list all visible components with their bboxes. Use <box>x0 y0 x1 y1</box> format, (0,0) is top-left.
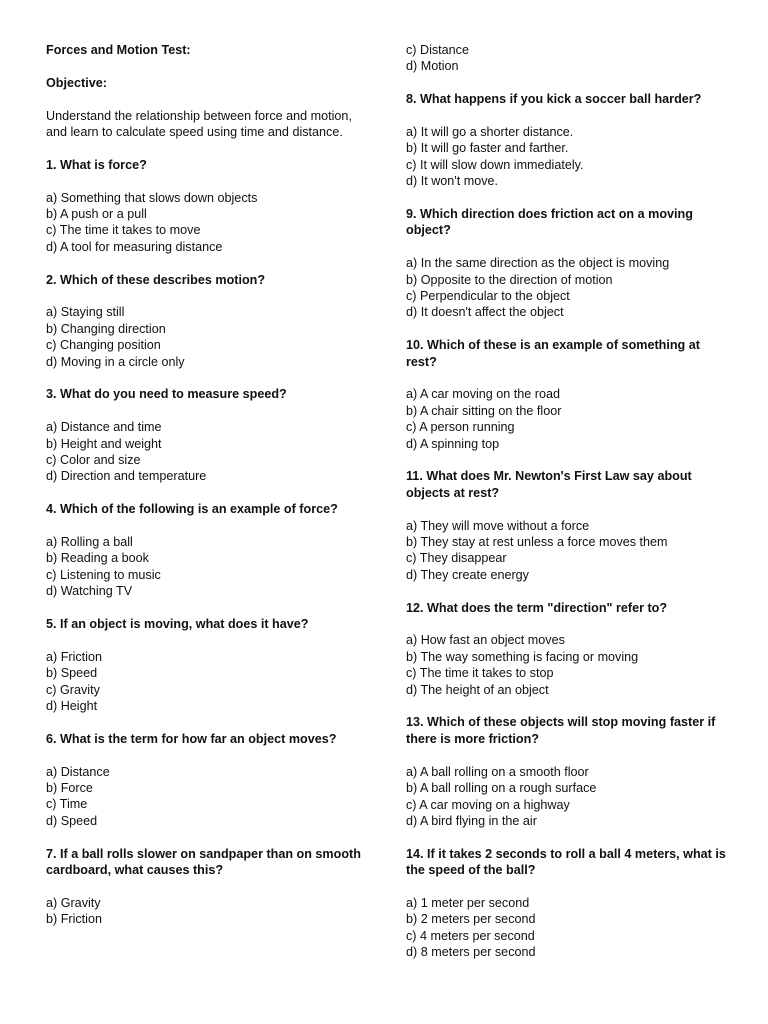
answer-option: b) It will go faster and farther. <box>406 141 569 156</box>
answer-option: b) 2 meters per second <box>406 912 536 927</box>
answer-option: c) Color and size <box>46 453 141 468</box>
answer-options <box>46 304 364 370</box>
answer-option: b) A ball rolling on a rough surface <box>406 781 597 796</box>
answer-options <box>46 764 364 830</box>
answer-option: a) Gravity <box>46 895 101 910</box>
question-block <box>46 731 364 829</box>
question-block <box>406 206 726 321</box>
question-block <box>406 337 726 452</box>
answer-option: d) A tool for measuring distance <box>46 239 223 254</box>
question-title: 6. What is the term for how far an object moves? <box>46 731 337 746</box>
question-title: 8. What happens if you kick a soccer ball harder? <box>406 92 702 107</box>
answer-option: a) Rolling a ball <box>46 535 133 550</box>
answer-option: d) 8 meters per second <box>406 945 536 960</box>
answer-option: b) A chair sitting on the floor <box>406 403 562 418</box>
answer-options-continued <box>406 42 726 75</box>
answer-options <box>46 895 364 928</box>
answer-option: d) It won't move. <box>406 174 498 189</box>
question-title: 4. Which of the following is an example of force? <box>46 502 338 517</box>
answer-options <box>46 534 364 600</box>
question-title: 11. What does Mr. Newton's First Law say about objects at rest? <box>406 469 692 500</box>
question-block <box>46 846 364 928</box>
question-block <box>406 468 726 583</box>
answer-option: a) Something that slows down objects <box>46 190 258 205</box>
question-block <box>46 386 364 484</box>
question-block <box>406 91 726 189</box>
left-column <box>46 42 364 928</box>
question-title: 3. What do you need to measure speed? <box>46 387 287 402</box>
answer-option: c) Changing position <box>46 338 161 353</box>
answer-options <box>406 764 726 830</box>
question-block <box>406 600 726 698</box>
answer-option: d) Speed <box>46 813 98 828</box>
answer-option: a) 1 meter per second <box>406 895 530 910</box>
answer-option: c) It will slow down immediately. <box>406 157 584 172</box>
answer-options <box>406 386 726 452</box>
question-block <box>46 157 364 255</box>
answer-options <box>46 419 364 485</box>
answer-option: b) Force <box>46 781 93 796</box>
answer-option: b) Opposite to the direction of motion <box>406 272 613 287</box>
question-block <box>46 501 364 599</box>
question-title: 10. Which of these is an example of something at rest? <box>406 338 700 369</box>
question-block <box>406 714 726 829</box>
answer-option: d) A spinning top <box>406 436 500 451</box>
answer-options <box>406 124 726 190</box>
answer-options <box>406 255 726 321</box>
answer-option: c) A person running <box>406 420 515 435</box>
answer-option: d) Direction and temperature <box>46 469 207 484</box>
answer-option: d) Motion <box>406 59 459 74</box>
question-title: 1. What is force? <box>46 157 147 172</box>
answer-option: b) Reading a book <box>46 551 149 566</box>
answer-option: b) Height and weight <box>46 436 162 451</box>
answer-options <box>46 190 364 256</box>
answer-option: d) They create energy <box>406 567 529 582</box>
answer-option: b) They stay at rest unless a force moves them <box>406 535 668 550</box>
question-block <box>46 616 364 714</box>
answer-options <box>46 649 364 715</box>
answer-option: d) Moving in a circle only <box>46 354 185 369</box>
question-title: 9. Which direction does friction act on a moving object? <box>406 207 693 238</box>
answer-option: b) The way something is facing or moving <box>406 649 639 664</box>
answer-option: c) Perpendicular to the object <box>406 289 570 304</box>
answer-option: c) Gravity <box>46 682 100 697</box>
answer-option: d) A bird flying in the air <box>406 813 537 828</box>
answer-option: a) Friction <box>46 649 102 664</box>
answer-option: d) It doesn't affect the object <box>406 305 564 320</box>
answer-option: c) Time <box>46 797 88 812</box>
objective-label: Objective: <box>46 75 107 90</box>
answer-option: d) Watching TV <box>46 584 133 599</box>
answer-option: c) The time it takes to move <box>46 223 201 238</box>
question-title: 2. Which of these describes motion? <box>46 272 266 287</box>
answer-option: b) A push or a pull <box>46 207 147 221</box>
answer-option: a) A ball rolling on a smooth floor <box>406 764 589 779</box>
answer-option: a) A car moving on the road <box>406 387 561 402</box>
answer-options <box>406 632 726 698</box>
answer-option: a) They will move without a force <box>406 518 590 533</box>
answer-option: c) Listening to music <box>46 567 161 582</box>
answer-option: a) How fast an object moves <box>406 633 565 648</box>
answer-option: a) Distance <box>46 764 110 779</box>
question-title: 12. What does the term "direction" refer to? <box>406 600 668 615</box>
answer-options <box>406 895 726 961</box>
answer-option: c) The time it takes to stop <box>406 666 554 681</box>
answer-option: a) In the same direction as the object is moving <box>406 256 670 271</box>
answer-option: a) Staying still <box>46 305 125 320</box>
answer-option: d) The height of an object <box>406 682 549 697</box>
objective-text: Understand the relationship between force and motion, and learn to calculate speed using time and distance. <box>46 108 352 139</box>
answer-option: c) They disappear <box>406 551 507 566</box>
question-title: 14. If it takes 2 seconds to roll a ball 4 meters, what is the speed of the ball? <box>406 846 726 878</box>
answer-options <box>406 518 726 584</box>
question-title: 13. Which of these objects will stop moving faster if there is more friction? <box>406 715 716 746</box>
answer-option: d) Height <box>46 699 98 714</box>
test-title: Forces and Motion Test: <box>46 43 191 57</box>
question-block <box>406 846 726 961</box>
answer-option: b) Speed <box>46 666 98 681</box>
answer-option: b) Changing direction <box>46 321 166 336</box>
question-title: 5. If an object is moving, what does it have? <box>46 617 309 632</box>
question-title: 7. If a ball rolls slower on sandpaper than on smooth cardboard, what causes this? <box>46 846 361 878</box>
question-block <box>46 272 364 370</box>
answer-option: a) It will go a shorter distance. <box>406 125 574 139</box>
answer-option: c) 4 meters per second <box>406 928 535 943</box>
answer-option: b) Friction <box>46 912 102 927</box>
answer-option: c) A car moving on a highway <box>406 797 570 812</box>
answer-option: a) Distance and time <box>46 420 162 435</box>
answer-option: c) Distance <box>406 43 469 57</box>
right-column <box>406 42 726 961</box>
